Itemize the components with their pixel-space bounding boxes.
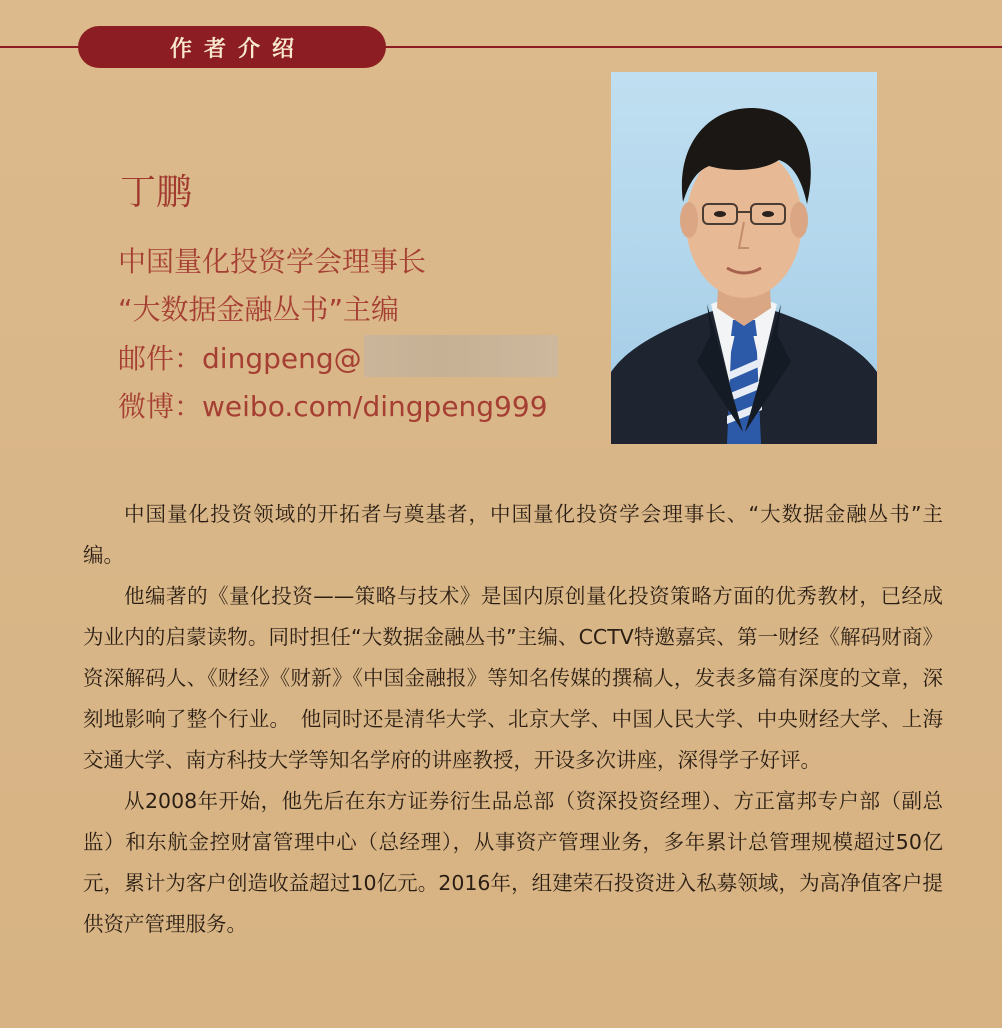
email-line [118, 337, 558, 381]
bio-paragraph: 中国量化投资领域的开拓者与奠基者，中国量化投资学会理事长、“大数据金融丛书”主编。 [83, 502, 943, 567]
redacted-blur [364, 335, 558, 377]
bio-paragraph: 他编著的《量化投资——策略与技术》是国内原创量化投资策略方面的优秀教材，已经成为业内的启蒙读物。同时担任“大数据金融丛书”主编、CCTV特邀嘉宾、第一财经《解码财商》资深解码人、《财经》《财新》《中国金融报》等知名传媒的撰稿人，发表多篇有深度的文章，深刻地影响了整个行业。 他同时还是清华大学、北京大学、中国人民大学、中央财经大学、上海交通大学、南方科技大学等知名学府的讲座教授，开设多次讲座，深得学子好评。 [83, 584, 943, 772]
email-label: 邮件： [118, 342, 203, 375]
weibo-value: weibo.com/dingpeng999 [202, 390, 548, 423]
author-title-2: “大数据金融丛书”主编 [118, 293, 400, 326]
author-title-1: 中国量化投资学会理事长 [118, 245, 427, 278]
author-name: 丁鹏 [120, 172, 193, 213]
author-bio [83, 494, 943, 945]
portrait-illustration [611, 72, 877, 444]
email-value: dingpeng@ [202, 342, 362, 375]
section-header: 作者介绍 [78, 26, 386, 68]
weibo-label: 微博： [118, 390, 203, 423]
weibo-line [118, 385, 548, 425]
bio-paragraph: 从2008年开始，他先后在东方证券衍生品总部（资深投资经理）、方正富邦专户部（副总监）和东航金控财富管理中心（总经理），从事资产管理业务，多年累计总管理规模超过50亿元，累计为客户创造收益超过10亿元。2016年，组建荣石投资进入私募领域，为高净值客户提供资产管理服务。 [83, 789, 943, 936]
author-photo [611, 72, 877, 444]
